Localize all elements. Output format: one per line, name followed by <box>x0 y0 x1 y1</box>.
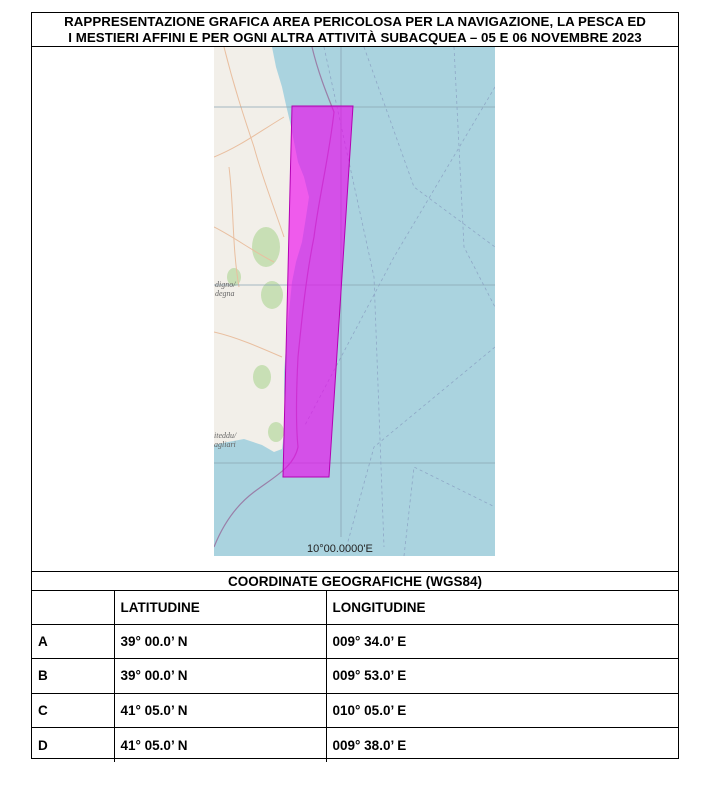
forest-patch <box>252 227 280 267</box>
point-label: A <box>32 624 114 659</box>
point-label: D <box>32 728 114 763</box>
place-label: digno/ <box>215 280 236 289</box>
coordinates-table <box>32 591 678 762</box>
header-latitude: LATITUDINE <box>114 591 326 624</box>
meridian-label: 10°00.0000'E <box>307 543 373 555</box>
document-title <box>32 13 678 47</box>
longitude-cell: 009° 38.0’ E <box>332 737 407 753</box>
coordinates-heading: COORDINATE GEOGRAFICHE (WGS84) <box>32 572 678 591</box>
place-label: iteddu/ <box>214 431 237 440</box>
place-label: agliari <box>214 440 236 449</box>
forest-patch <box>268 422 284 442</box>
latitude-cell: 39° 00.0’ N <box>114 624 326 659</box>
point-label: B <box>32 659 114 694</box>
table-row <box>32 728 678 763</box>
header-longitude: LONGITUDINE <box>326 591 678 624</box>
place-label: degna <box>215 289 235 298</box>
latitude-cell: 41° 05.0’ N <box>114 728 326 763</box>
title-line-1: RAPPRESENTAZIONE GRAFICA AREA PERICOLOSA PER LA NAVIGAZIONE, LA PESCA ED <box>64 14 646 29</box>
latitude-cell: 41° 05.0’ N <box>114 693 326 728</box>
table-row <box>32 659 678 694</box>
longitude-cell: 010° 05.0’ E <box>326 693 678 728</box>
document-frame <box>31 12 679 759</box>
latitude-cell: 39° 00.0’ N <box>114 659 326 694</box>
danger-area-map <box>214 47 495 556</box>
longitude-cell: 009° 34.0’ E <box>326 624 678 659</box>
table-row <box>32 693 678 728</box>
forest-patch <box>253 365 271 389</box>
table-row <box>32 624 678 659</box>
map-section <box>32 47 678 572</box>
table-header-row <box>32 591 678 624</box>
title-line-2: I MESTIERI AFFINI E PER OGNI ALTRA ATTIVITÀ SUBACQUEA – 05 E 06 NOVEMBRE 2023 <box>68 30 642 45</box>
header-point <box>32 591 114 624</box>
longitude-cell: 009° 53.0’ E <box>326 659 678 694</box>
point-label: C <box>32 693 114 728</box>
